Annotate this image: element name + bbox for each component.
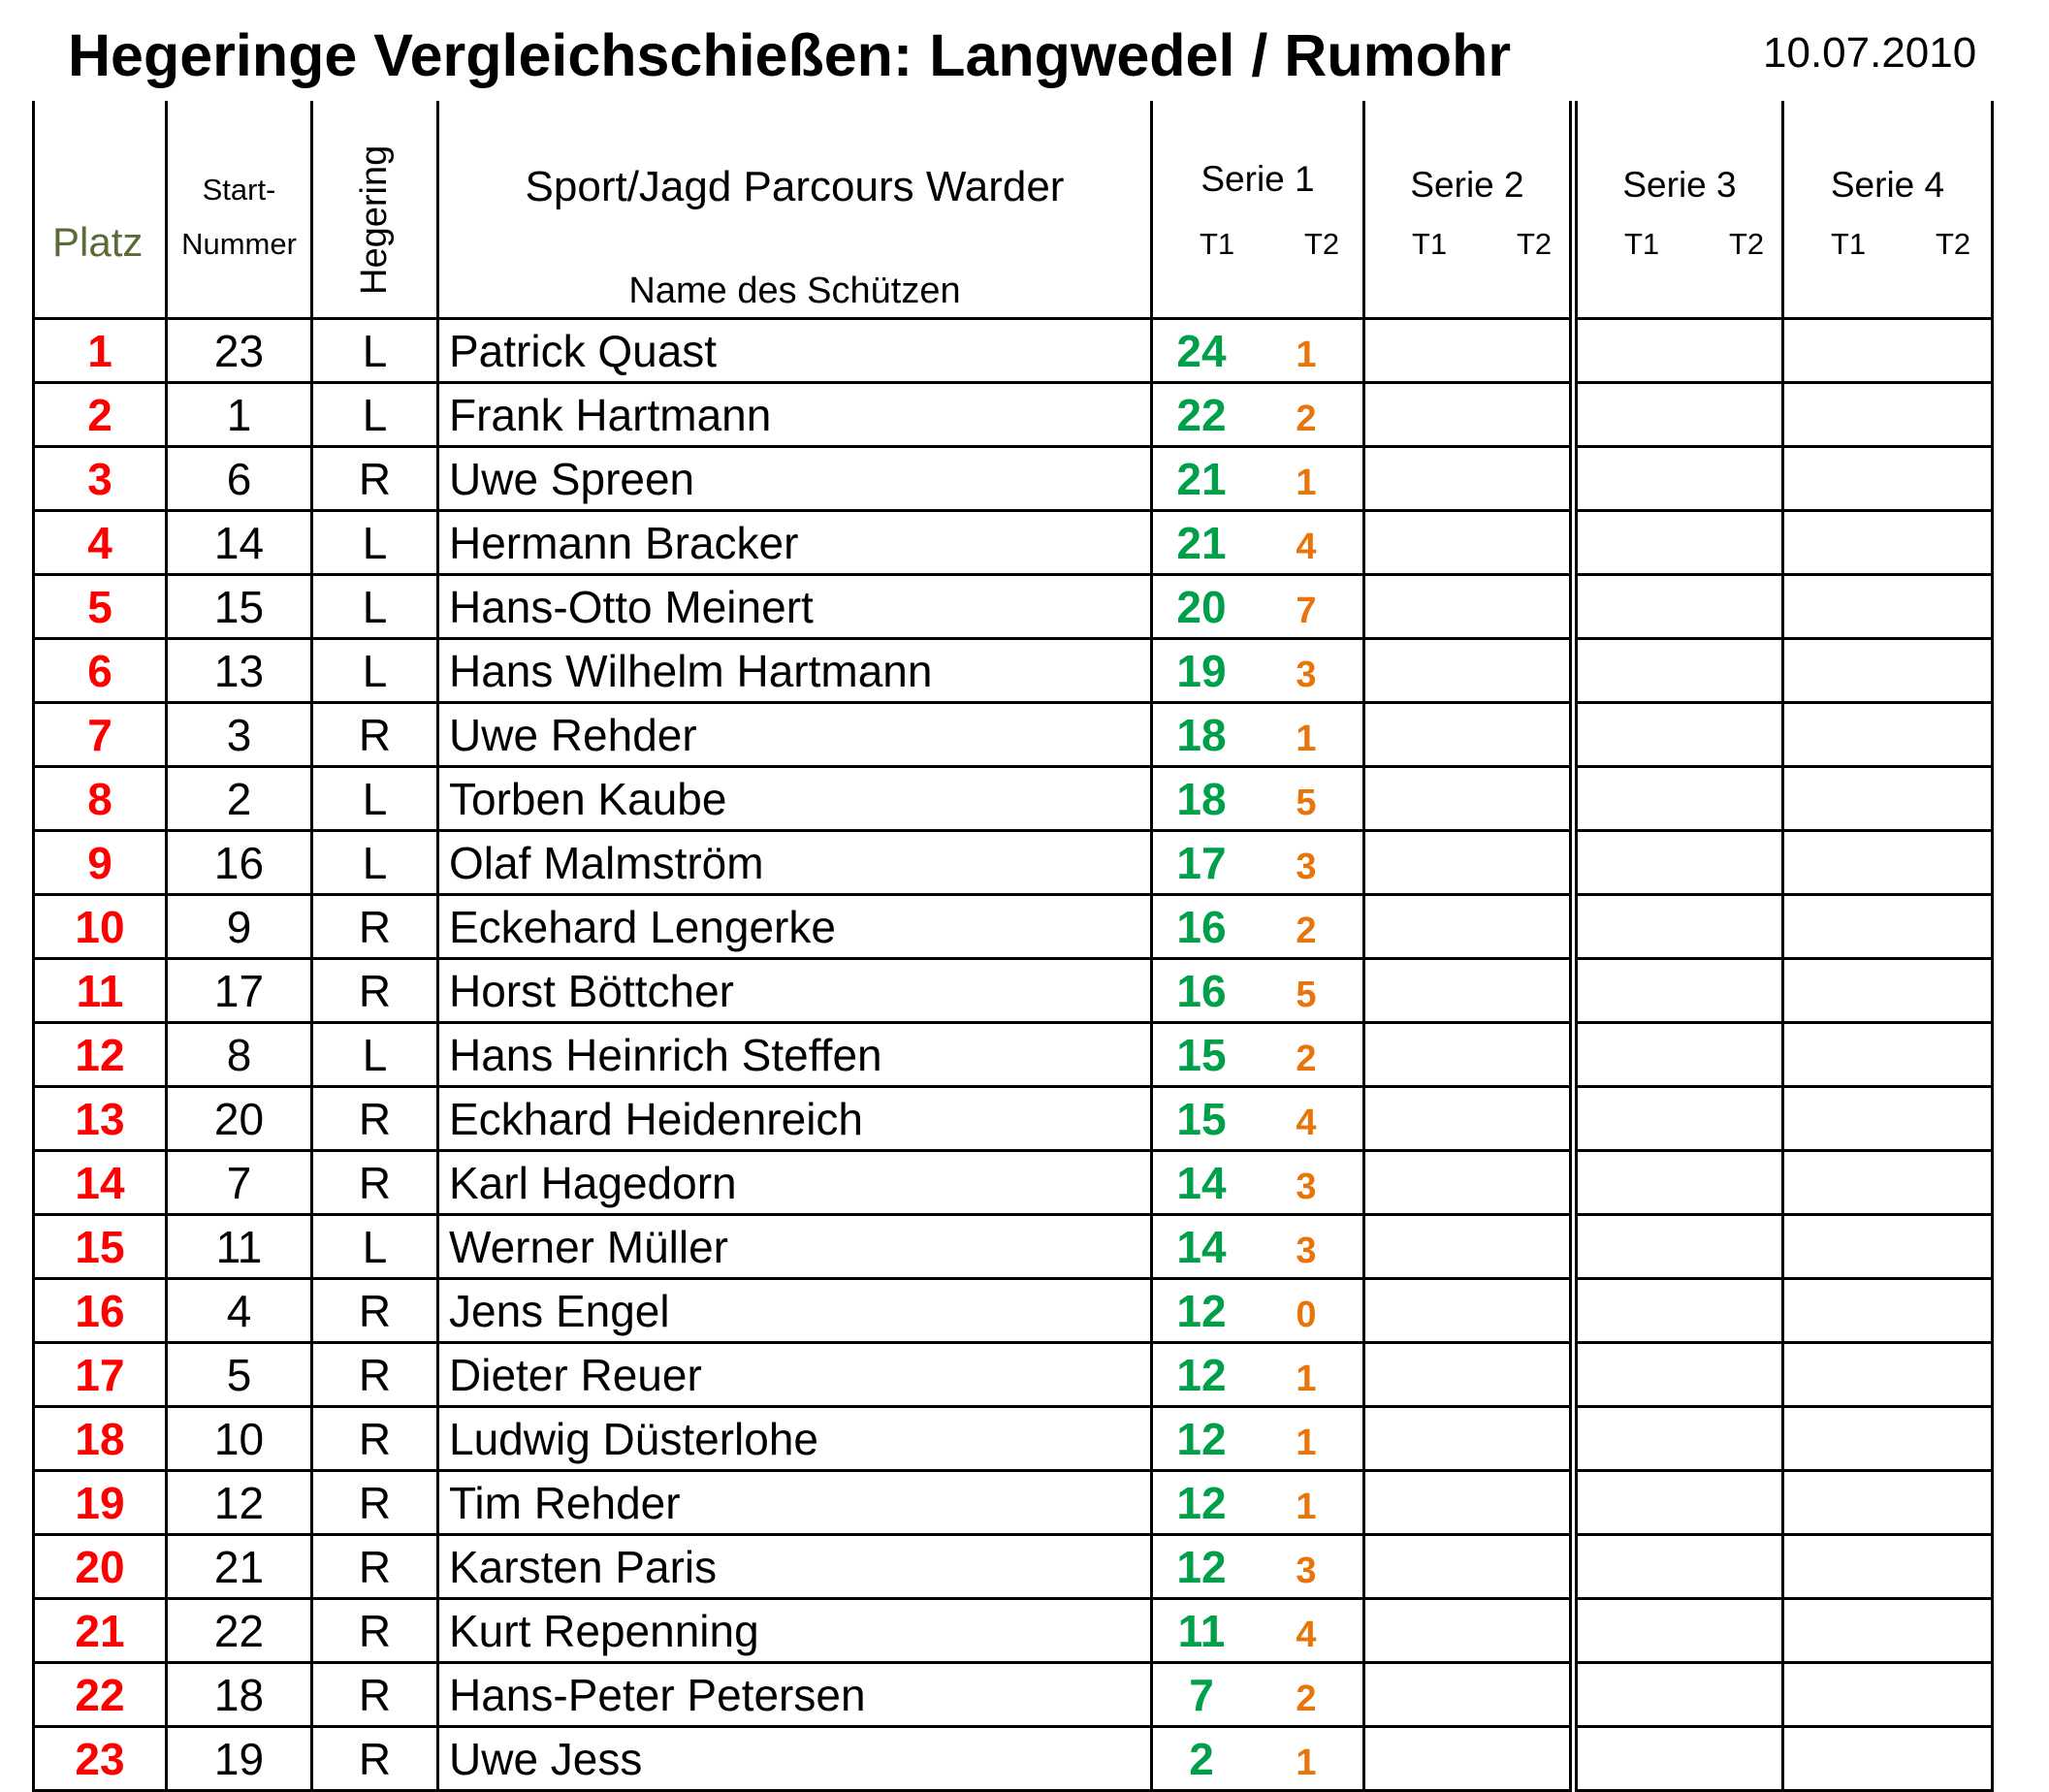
hegering-cell: R xyxy=(312,1535,438,1599)
serie-1-cell xyxy=(1152,511,1364,575)
serie-1-t2-score: 3 xyxy=(1296,654,1317,695)
table-row xyxy=(34,959,1993,1023)
platz-cell: 19 xyxy=(34,1471,167,1535)
serie-1-t1-score: 20 xyxy=(1176,581,1227,632)
start-number-cell: 19 xyxy=(167,1727,312,1791)
platz-cell: 5 xyxy=(34,575,167,639)
serie-1-t1-score: 12 xyxy=(1176,1477,1227,1528)
serie-1-cell xyxy=(1152,1599,1364,1663)
start-number-cell: 22 xyxy=(167,1599,312,1663)
serie-3-cell xyxy=(1574,1407,1783,1471)
serie-1-t2-score: 7 xyxy=(1296,590,1317,631)
platz-cell: 2 xyxy=(34,383,167,447)
serie-2-cell xyxy=(1364,1023,1574,1087)
shooter-name-cell: Hans-Peter Petersen xyxy=(438,1663,1152,1727)
serie-1-t1-score: 17 xyxy=(1176,837,1227,888)
serie-1-t1-score: 12 xyxy=(1176,1541,1227,1592)
serie-3-t1-label: T1 xyxy=(1624,227,1660,261)
serie-4-cell xyxy=(1783,447,1993,511)
serie-1-t2-score: 3 xyxy=(1296,1230,1317,1271)
serie-3-cell xyxy=(1574,639,1783,703)
page-title: Hegeringe Vergleichschießen: Langwedel / Rumohr xyxy=(68,22,1512,88)
platz-cell: 14 xyxy=(34,1151,167,1215)
serie-1-cell xyxy=(1152,639,1364,703)
table-row xyxy=(34,1151,1993,1215)
shooter-name-cell: Werner Müller xyxy=(438,1215,1152,1279)
shooter-name-cell: Karsten Paris xyxy=(438,1535,1152,1599)
shooter-name-cell: Olaf Malmström xyxy=(438,831,1152,895)
serie-4-cell xyxy=(1783,895,1993,959)
serie-4-label: Serie 4 xyxy=(1830,165,1945,205)
serie-3-cell xyxy=(1574,1471,1783,1535)
table-row xyxy=(34,1215,1993,1279)
serie-2-cell xyxy=(1364,383,1574,447)
serie-4-cell xyxy=(1783,1407,1993,1471)
platz-cell: 20 xyxy=(34,1535,167,1599)
platz-cell: 1 xyxy=(34,319,167,383)
serie-1-t2-score: 4 xyxy=(1296,1614,1317,1655)
serie-4-cell xyxy=(1783,1343,1993,1407)
serie-3-cell xyxy=(1574,1023,1783,1087)
serie-3-cell xyxy=(1574,1087,1783,1151)
hegering-cell: L xyxy=(312,831,438,895)
header-start xyxy=(167,101,312,319)
shooter-name-cell: Uwe Jess xyxy=(438,1727,1152,1791)
serie-2-cell xyxy=(1364,895,1574,959)
platz-cell: 4 xyxy=(34,511,167,575)
serie-1-t2-score: 0 xyxy=(1296,1294,1317,1335)
start-number-cell: 5 xyxy=(167,1343,312,1407)
serie-3-cell xyxy=(1574,319,1783,383)
serie-1-t1-label: T1 xyxy=(1200,227,1235,261)
serie-3-cell xyxy=(1574,1215,1783,1279)
table-row xyxy=(34,1407,1993,1471)
serie-2-cell xyxy=(1364,1471,1574,1535)
shooter-name-cell: Dieter Reuer xyxy=(438,1343,1152,1407)
hegering-cell: L xyxy=(312,1215,438,1279)
platz-cell: 22 xyxy=(34,1663,167,1727)
serie-3-cell xyxy=(1574,703,1783,767)
serie-4-cell xyxy=(1783,1535,1993,1599)
serie-1-t2-score: 3 xyxy=(1296,1550,1317,1591)
shooter-name-cell: Kurt Repenning xyxy=(438,1599,1152,1663)
shooter-name-cell: Horst Böttcher xyxy=(438,959,1152,1023)
start-number-cell: 17 xyxy=(167,959,312,1023)
serie-4-cell xyxy=(1783,639,1993,703)
serie-1-t1-score: 16 xyxy=(1176,901,1227,952)
serie-1-t1-score: 21 xyxy=(1176,517,1227,568)
header-hegering-label: Hegering xyxy=(354,144,395,295)
serie-2-cell xyxy=(1364,1407,1574,1471)
platz-cell: 6 xyxy=(34,639,167,703)
serie-1-cell xyxy=(1152,575,1364,639)
serie-1-cell xyxy=(1152,1471,1364,1535)
serie-1-cell xyxy=(1152,1727,1364,1791)
serie-1-t1-score: 7 xyxy=(1189,1669,1214,1720)
table-row xyxy=(34,447,1993,511)
serie-4-cell xyxy=(1783,1215,1993,1279)
serie-1-t1-score: 12 xyxy=(1176,1349,1227,1400)
serie-1-cell xyxy=(1152,1023,1364,1087)
shooter-name-cell: Patrick Quast xyxy=(438,319,1152,383)
header-serie-3 xyxy=(1574,101,1783,319)
start-number-cell: 14 xyxy=(167,511,312,575)
header-serie-4 xyxy=(1783,101,1993,319)
serie-1-cell xyxy=(1152,447,1364,511)
serie-2-cell xyxy=(1364,959,1574,1023)
serie-2-cell xyxy=(1364,1599,1574,1663)
platz-cell: 11 xyxy=(34,959,167,1023)
table-row xyxy=(34,1535,1993,1599)
hegering-cell: L xyxy=(312,511,438,575)
serie-1-cell xyxy=(1152,1215,1364,1279)
header-parcours-label: Sport/Jagd Parcours Warder xyxy=(525,163,1065,210)
table-row xyxy=(34,1343,1993,1407)
serie-1-t2-score: 2 xyxy=(1296,910,1317,951)
serie-1-cell xyxy=(1152,767,1364,831)
serie-1-t1-score: 18 xyxy=(1176,709,1227,760)
serie-1-t2-score: 1 xyxy=(1296,334,1317,375)
shooter-name-cell: Hans Wilhelm Hartmann xyxy=(438,639,1152,703)
serie-1-cell xyxy=(1152,1663,1364,1727)
serie-1-t2-score: 2 xyxy=(1296,1038,1317,1079)
serie-2-cell xyxy=(1364,511,1574,575)
serie-1-t2-score: 3 xyxy=(1296,846,1317,887)
serie-1-t2-score: 2 xyxy=(1296,398,1317,439)
serie-4-cell xyxy=(1783,319,1993,383)
serie-1-cell xyxy=(1152,319,1364,383)
serie-3-cell xyxy=(1574,447,1783,511)
serie-1-cell xyxy=(1152,831,1364,895)
start-number-cell: 9 xyxy=(167,895,312,959)
serie-3-cell xyxy=(1574,1535,1783,1599)
platz-cell: 15 xyxy=(34,1215,167,1279)
header-serie-1 xyxy=(1152,101,1364,319)
serie-1-t2-score: 5 xyxy=(1296,782,1317,823)
shooter-name-cell: Hermann Bracker xyxy=(438,511,1152,575)
serie-4-cell xyxy=(1783,383,1993,447)
hegering-cell: R xyxy=(312,703,438,767)
serie-3-cell xyxy=(1574,1663,1783,1727)
platz-cell: 8 xyxy=(34,767,167,831)
table-row xyxy=(34,383,1993,447)
start-number-cell: 2 xyxy=(167,767,312,831)
platz-cell: 21 xyxy=(34,1599,167,1663)
table-row xyxy=(34,1279,1993,1343)
serie-2-cell xyxy=(1364,1535,1574,1599)
serie-2-cell xyxy=(1364,575,1574,639)
serie-1-t1-score: 16 xyxy=(1176,965,1227,1016)
serie-1-t2-score: 1 xyxy=(1296,1422,1317,1463)
header-start-line2: Nummer xyxy=(181,227,297,261)
serie-2-cell xyxy=(1364,831,1574,895)
serie-4-cell xyxy=(1783,575,1993,639)
platz-cell: 10 xyxy=(34,895,167,959)
serie-1-cell xyxy=(1152,959,1364,1023)
serie-3-cell xyxy=(1574,511,1783,575)
shooter-name-cell: Hans Heinrich Steffen xyxy=(438,1023,1152,1087)
serie-1-t1-score: 11 xyxy=(1177,1605,1226,1656)
serie-4-cell xyxy=(1783,831,1993,895)
start-number-cell: 18 xyxy=(167,1663,312,1727)
start-number-cell: 8 xyxy=(167,1023,312,1087)
serie-1-t2-score: 1 xyxy=(1296,1742,1317,1783)
serie-3-label: Serie 3 xyxy=(1622,165,1737,205)
serie-1-t2-score: 1 xyxy=(1296,1358,1317,1399)
table-row xyxy=(34,831,1993,895)
table-row xyxy=(34,1023,1993,1087)
platz-cell: 9 xyxy=(34,831,167,895)
hegering-cell: L xyxy=(312,319,438,383)
platz-cell: 16 xyxy=(34,1279,167,1343)
serie-2-cell xyxy=(1364,1215,1574,1279)
serie-2-cell xyxy=(1364,639,1574,703)
start-number-cell: 16 xyxy=(167,831,312,895)
table-row xyxy=(34,895,1993,959)
serie-3-cell xyxy=(1574,383,1783,447)
hegering-cell: R xyxy=(312,1151,438,1215)
serie-2-cell xyxy=(1364,1727,1574,1791)
shooter-name-cell: Frank Hartmann xyxy=(438,383,1152,447)
event-date: 10.07.2010 xyxy=(1763,29,1977,77)
hegering-cell: R xyxy=(312,1087,438,1151)
table-row xyxy=(34,767,1993,831)
serie-2-cell xyxy=(1364,447,1574,511)
table-row xyxy=(34,1471,1993,1535)
serie-2-cell xyxy=(1364,1279,1574,1343)
serie-1-cell xyxy=(1152,1535,1364,1599)
serie-4-cell xyxy=(1783,1599,1993,1663)
table-row xyxy=(34,575,1993,639)
shooter-name-cell: Eckehard Lengerke xyxy=(438,895,1152,959)
serie-3-cell xyxy=(1574,959,1783,1023)
serie-3-cell xyxy=(1574,831,1783,895)
table-row xyxy=(34,1599,1993,1663)
serie-1-t2-score: 4 xyxy=(1296,1102,1317,1143)
serie-3-cell xyxy=(1574,895,1783,959)
table-row xyxy=(34,1663,1993,1727)
serie-1-cell xyxy=(1152,1151,1364,1215)
serie-4-t1-label: T1 xyxy=(1831,227,1867,261)
serie-4-cell xyxy=(1783,703,1993,767)
table-row xyxy=(34,703,1993,767)
shooter-name-cell: Eckhard Heidenreich xyxy=(438,1087,1152,1151)
serie-1-t2-score: 5 xyxy=(1296,974,1317,1015)
serie-3-cell xyxy=(1574,1279,1783,1343)
shooter-name-cell: Jens Engel xyxy=(438,1279,1152,1343)
serie-2-cell xyxy=(1364,1663,1574,1727)
serie-3-cell xyxy=(1574,1727,1783,1791)
start-number-cell: 13 xyxy=(167,639,312,703)
hegering-cell: R xyxy=(312,895,438,959)
serie-1-t1-score: 12 xyxy=(1176,1413,1227,1464)
table-row xyxy=(34,639,1993,703)
serie-1-t1-score: 24 xyxy=(1176,325,1227,376)
start-number-cell: 20 xyxy=(167,1087,312,1151)
serie-1-t1-score: 14 xyxy=(1176,1221,1227,1272)
serie-4-cell xyxy=(1783,511,1993,575)
platz-cell: 12 xyxy=(34,1023,167,1087)
header-name-label: Name des Schützen xyxy=(628,271,961,311)
serie-2-cell xyxy=(1364,767,1574,831)
table-row xyxy=(34,511,1993,575)
hegering-cell: R xyxy=(312,1343,438,1407)
serie-2-t2-label: T2 xyxy=(1517,227,1553,261)
serie-4-t2-label: T2 xyxy=(1936,227,1971,261)
shooter-name-cell: Ludwig Düsterlohe xyxy=(438,1407,1152,1471)
serie-4-cell xyxy=(1783,1279,1993,1343)
hegering-cell: L xyxy=(312,767,438,831)
start-number-cell: 1 xyxy=(167,383,312,447)
shooter-name-cell: Karl Hagedorn xyxy=(438,1151,1152,1215)
platz-cell: 7 xyxy=(34,703,167,767)
serie-1-cell xyxy=(1152,1407,1364,1471)
hegering-cell: R xyxy=(312,1599,438,1663)
start-number-cell: 10 xyxy=(167,1407,312,1471)
header-serie-2 xyxy=(1364,101,1574,319)
platz-cell: 23 xyxy=(34,1727,167,1791)
serie-1-t1-score: 22 xyxy=(1176,389,1227,440)
platz-cell: 18 xyxy=(34,1407,167,1471)
shooter-name-cell: Tim Rehder xyxy=(438,1471,1152,1535)
hegering-cell: L xyxy=(312,383,438,447)
serie-4-cell xyxy=(1783,1151,1993,1215)
serie-3-cell xyxy=(1574,1599,1783,1663)
start-number-cell: 12 xyxy=(167,1471,312,1535)
serie-4-cell xyxy=(1783,1471,1993,1535)
serie-1-t1-score: 19 xyxy=(1176,645,1227,696)
serie-1-t2-score: 1 xyxy=(1296,1486,1317,1527)
serie-4-cell xyxy=(1783,1727,1993,1791)
serie-2-cell xyxy=(1364,1343,1574,1407)
serie-3-cell xyxy=(1574,1151,1783,1215)
hegering-cell: R xyxy=(312,1471,438,1535)
header-start-line1: Start- xyxy=(202,173,276,207)
serie-3-cell xyxy=(1574,575,1783,639)
shooter-name-cell: Uwe Rehder xyxy=(438,703,1152,767)
serie-1-t1-score: 12 xyxy=(1176,1285,1227,1336)
serie-2-cell xyxy=(1364,703,1574,767)
shooter-name-cell: Uwe Spreen xyxy=(438,447,1152,511)
serie-3-cell xyxy=(1574,767,1783,831)
start-number-cell: 23 xyxy=(167,319,312,383)
start-number-cell: 6 xyxy=(167,447,312,511)
serie-1-t2-score: 1 xyxy=(1296,718,1317,759)
hegering-cell: R xyxy=(312,1279,438,1343)
table-row xyxy=(34,1727,1993,1791)
shooter-name-cell: Hans-Otto Meinert xyxy=(438,575,1152,639)
serie-2-cell xyxy=(1364,319,1574,383)
serie-4-cell xyxy=(1783,1087,1993,1151)
platz-cell: 13 xyxy=(34,1087,167,1151)
serie-1-t1-score: 15 xyxy=(1176,1093,1227,1144)
table-row xyxy=(34,1087,1993,1151)
serie-1-t2-label: T2 xyxy=(1304,227,1340,261)
platz-cell: 3 xyxy=(34,447,167,511)
serie-1-label: Serie 1 xyxy=(1201,159,1315,199)
serie-1-t1-score: 15 xyxy=(1176,1029,1227,1080)
start-number-cell: 11 xyxy=(167,1215,312,1279)
shooter-name-cell: Torben Kaube xyxy=(438,767,1152,831)
start-number-cell: 4 xyxy=(167,1279,312,1343)
hegering-cell: L xyxy=(312,639,438,703)
serie-4-cell xyxy=(1783,1023,1993,1087)
serie-2-cell xyxy=(1364,1087,1574,1151)
header-platz-label: Platz xyxy=(52,219,144,265)
table-header xyxy=(34,101,1993,319)
hegering-cell: L xyxy=(312,1023,438,1087)
start-number-cell: 7 xyxy=(167,1151,312,1215)
serie-1-t2-score: 2 xyxy=(1296,1678,1317,1719)
serie-1-t2-score: 1 xyxy=(1296,462,1317,503)
serie-3-cell xyxy=(1574,1343,1783,1407)
start-number-cell: 21 xyxy=(167,1535,312,1599)
serie-4-cell xyxy=(1783,1663,1993,1727)
serie-1-t2-score: 4 xyxy=(1296,526,1317,567)
hegering-cell: R xyxy=(312,959,438,1023)
serie-1-cell xyxy=(1152,1087,1364,1151)
start-number-cell: 3 xyxy=(167,703,312,767)
serie-2-label: Serie 2 xyxy=(1410,165,1524,205)
serie-1-t1-score: 21 xyxy=(1176,453,1227,504)
hegering-cell: R xyxy=(312,1727,438,1791)
serie-1-t1-score: 14 xyxy=(1176,1157,1227,1208)
serie-2-t1-label: T1 xyxy=(1412,227,1448,261)
serie-2-cell xyxy=(1364,1151,1574,1215)
serie-1-t1-score: 2 xyxy=(1189,1733,1214,1784)
serie-3-t2-label: T2 xyxy=(1729,227,1765,261)
serie-1-t1-score: 18 xyxy=(1176,773,1227,824)
serie-1-cell xyxy=(1152,1343,1364,1407)
header-name xyxy=(438,101,1152,319)
hegering-cell: R xyxy=(312,1407,438,1471)
serie-1-t2-score: 3 xyxy=(1296,1166,1317,1207)
start-number-cell: 15 xyxy=(167,575,312,639)
hegering-cell: L xyxy=(312,575,438,639)
hegering-cell: R xyxy=(312,1663,438,1727)
hegering-cell: R xyxy=(312,447,438,511)
serie-1-cell xyxy=(1152,895,1364,959)
header-hegering xyxy=(312,101,438,319)
header-platz xyxy=(34,101,167,319)
results-table xyxy=(32,101,1994,1792)
platz-cell: 17 xyxy=(34,1343,167,1407)
serie-4-cell xyxy=(1783,767,1993,831)
serie-1-cell xyxy=(1152,1279,1364,1343)
serie-1-cell xyxy=(1152,703,1364,767)
serie-1-cell xyxy=(1152,383,1364,447)
serie-4-cell xyxy=(1783,959,1993,1023)
table-row xyxy=(34,319,1993,383)
